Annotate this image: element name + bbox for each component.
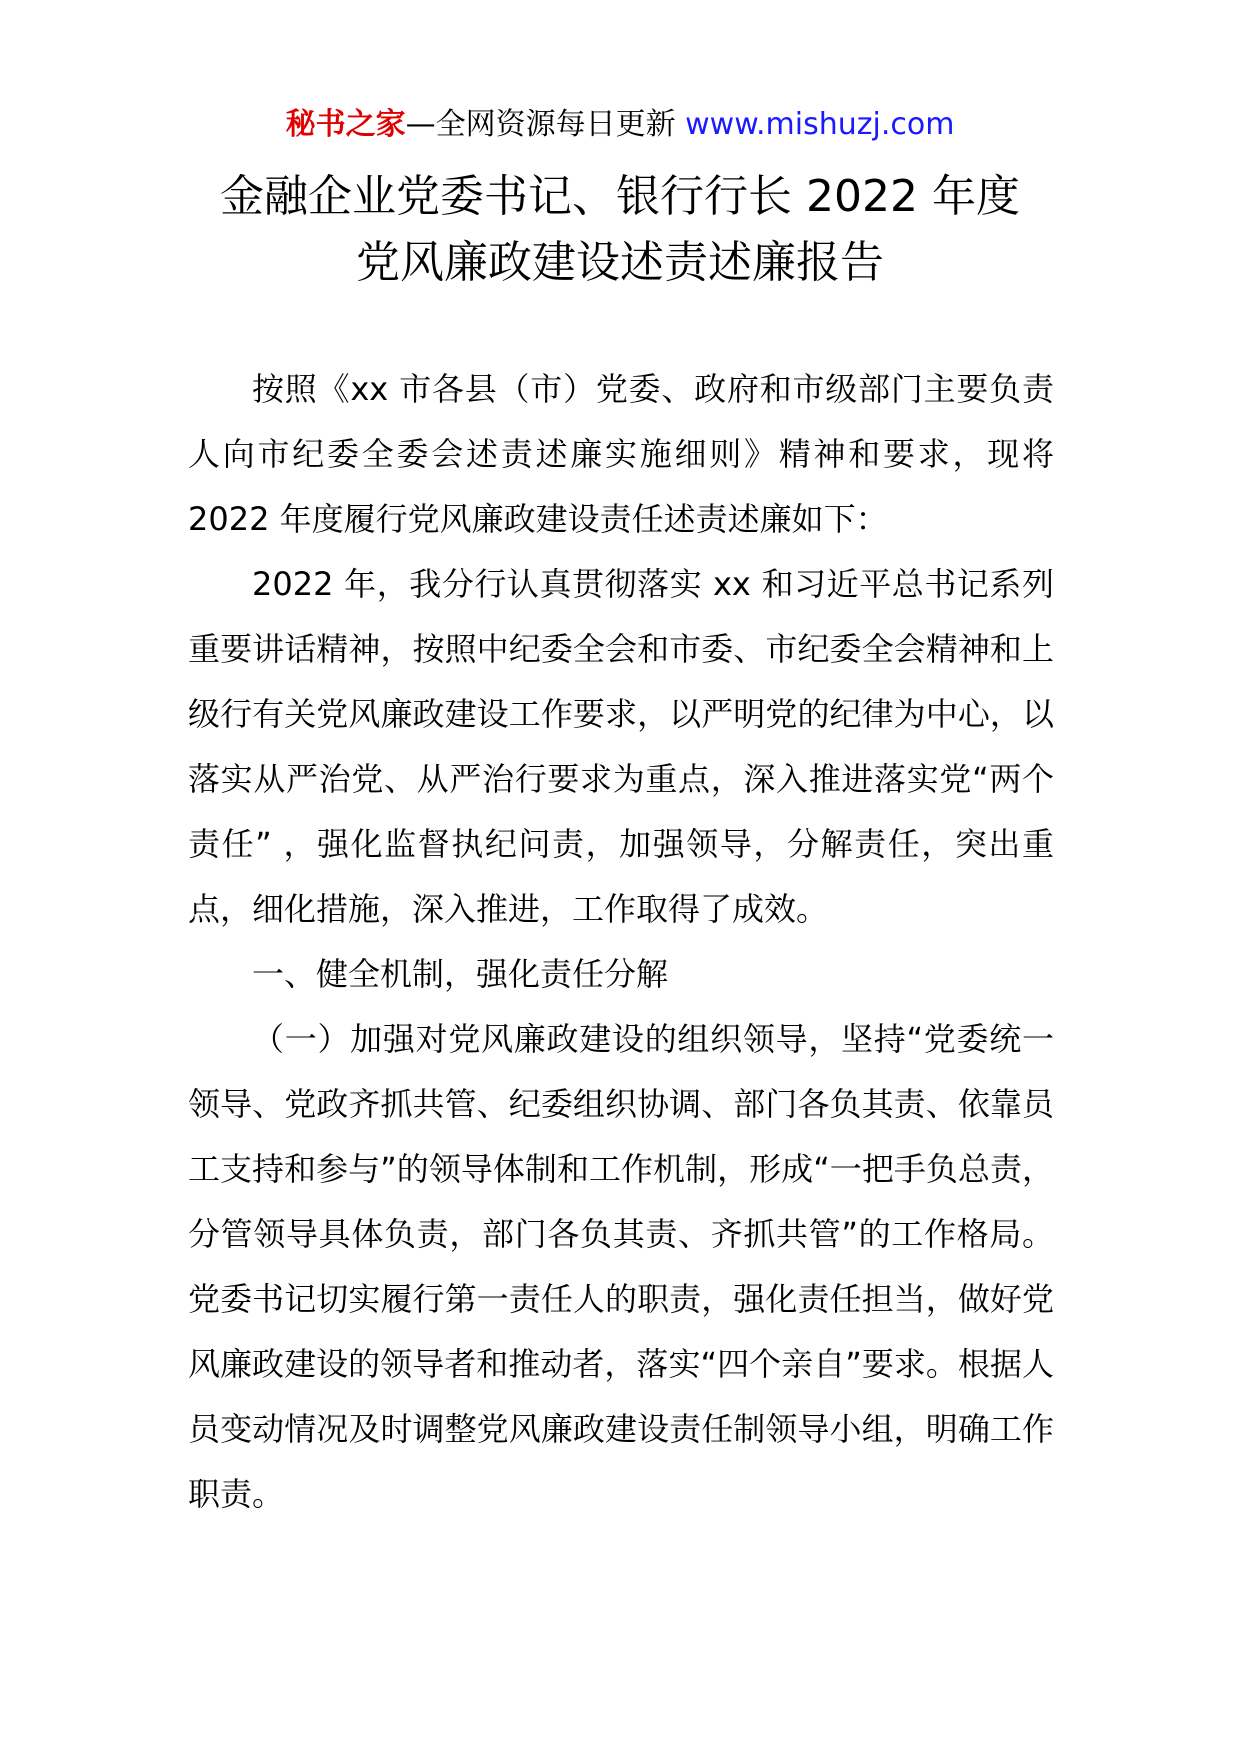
site-link[interactable]: www.mishuzj.com: [685, 107, 955, 142]
header-tagline: —全网资源每日更新: [405, 107, 676, 142]
title-line-2: 党风廉政建设述责述廉报告: [356, 237, 884, 288]
paragraph-intro: 按照《xx 市各县（市）党委、政府和市级部门主要负责人向市纪委全委会述责述廉实施细则》精神和要求，现将 2022 年度履行党风廉政建设责任述责述廉如下：: [188, 370, 1054, 538]
brand-name: 秘书之家: [285, 107, 406, 142]
section-heading: 一、健全机制，强化责任分解: [252, 955, 669, 993]
paragraph-subsection-1: （一）加强对党风廉政建设的组织领导，坚持“党委统一领导、党政齐抓共管、纪委组织协调、部门各负其责、依靠员工支持和参与”的领导体制和工作机制，形成“一把手负总责，分管领导具体负责，部门各负其责、齐抓共管”的工作格局。党委书记切实履行第一责任人的职责，强化责任担当，做好党风廉政建设的领导者和推动者，落实“四个亲自”要求。根据人员变动情况及时调整党风廉政建设责任制领导小组，明确工作职责。: [188, 1020, 1054, 1513]
title-line-1: 金融企业党委书记、银行行长 2022 年度: [220, 171, 1020, 222]
document-body: [188, 357, 1054, 1527]
document-title: [0, 164, 1240, 296]
paragraph-summary: 2022 年，我分行认真贯彻落实 xx 和习近平总书记系列重要讲话精神，按照中纪委全会和市委、市纪委全会精神和上级行有关党风廉政建设工作要求，以严明党的纪律为中心，以落实从严治党、从严治行要求为重点，深入推进落实党“两个责任” ，强化监督执纪问责，加强领导，分解责任，突出重点，细化措施，深入推进，工作取得了成效。: [188, 565, 1054, 928]
site-header: [0, 100, 1240, 150]
